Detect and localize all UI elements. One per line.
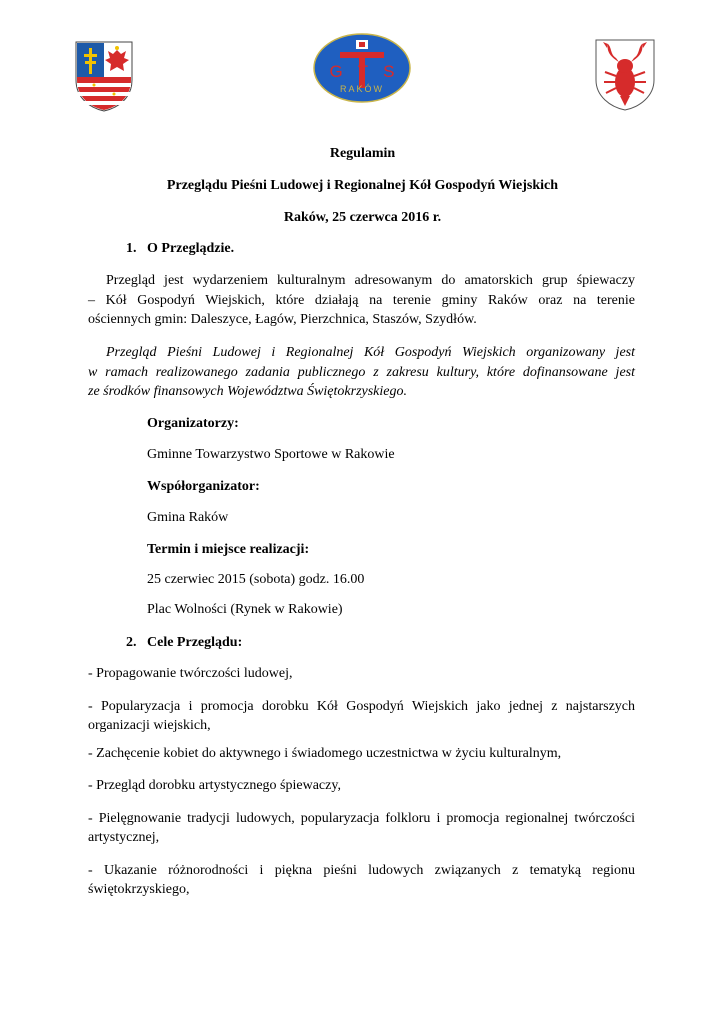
section1-p2-line3: ze środków finansowych Województwa Świętokrzyskiego. [88,384,407,399]
coorganizer-label: Współorganizator: [147,479,260,494]
goal-2-line1: - Popularyzacja i promocja dorobku Kół Gospodyń Wiejskich jako jednej z najstarszych [88,699,635,714]
gts-letters: GTS [329,62,410,81]
document-title: Regulamin [329,146,396,161]
goal-2-line2: organizacji wiejskich, [88,718,211,733]
section1-p1-line2: – Kół Gospodyń Wiejskich, które działają na terenie gminy Raków oraz na terenie [88,293,635,308]
goal-4: - Przegląd dorobku artystycznego śpiewaczy, [88,778,341,793]
section1-heading: 1. O Przeglądzie. [126,241,235,256]
organizers-value: Gminne Towarzystwo Sportowe w Rakowie [147,447,395,462]
goal-5-line2: artystycznej, [88,830,160,845]
goal-5-line1: - Pielęgnowanie tradycji ludowych, popularyzacja folkloru i promocja regionalnej twórczości [88,811,635,826]
goal-3: - Zachęcenie kobiet do aktywnego i świadomego uczestnictwa w życiu kulturalnym, [88,746,562,761]
coorganizer-value: Gmina Raków [147,510,229,525]
goal-6-line1: - Ukazanie różnorodności i piękna pieśni ludowych związanych z tematyką regionu [88,863,635,878]
section1-p2-line1: Przegląd Pieśni Ludowej i Regionalnej Kół Gospodyń Wiejskich organizowany jest [106,345,635,360]
goal-1: - Propagowanie twórczości ludowej, [88,666,293,681]
section2-heading: 2. Cele Przeglądu: [126,635,243,650]
rakow-crayfish-coat-of-arms-logo [594,38,656,112]
place-date: Raków, 25 czerwca 2016 r. [283,210,442,225]
gts-rakow-logo [312,32,412,104]
swietokrzyskie-coat-of-arms-logo [74,40,134,112]
organizers-label: Organizatorzy: [147,416,239,431]
gts-city: RAKÓW [339,84,384,94]
section1-p1-line1: Przegląd jest wydarzeniem kulturalnym adresowanym do amatorskich grup śpiewaczy [106,273,635,288]
section1-p2-line2: w ramach realizowanego zadania publicznego z zakresu kultury, które dofinansowane jest [88,365,635,380]
place-value: Plac Wolności (Rynek w Rakowie) [147,602,343,617]
goal-6-line2: świętokrzyskiego, [88,882,190,897]
section1-p1-line3: ościennych gmin: Daleszyce, Łagów, Pierzchnica, Staszów, Szydłów. [88,312,477,327]
when-where-label: Termin i miejsce realizacji: [147,542,310,557]
date-value: 25 czerwiec 2015 (sobota) godz. 16.00 [147,572,365,587]
document-subtitle: Przeglądu Pieśni Ludowej i Regionalnej Kół Gospodyń Wiejskich [166,178,559,193]
